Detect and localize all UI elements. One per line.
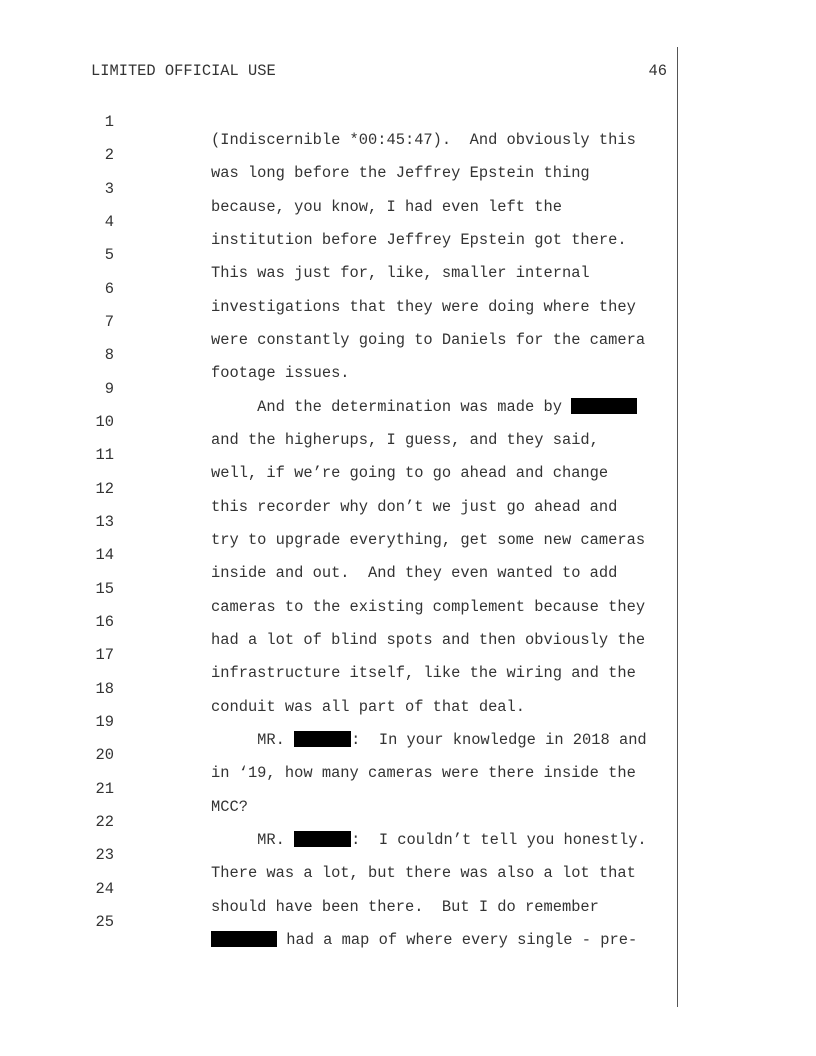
line-number: 11 (95, 446, 114, 464)
transcript-line-21 (0, 762, 700, 816)
transcript-line-10 (0, 395, 700, 449)
transcript-line-3 (0, 162, 700, 216)
transcript-line-20 (0, 728, 700, 782)
line-number: 7 (104, 313, 114, 331)
transcript-line-18 (0, 662, 700, 716)
line-text: footage issues. (211, 364, 350, 382)
line-text: inside and out. And they even wanted to add (211, 564, 618, 582)
line-text: infrastructure itself, like the wiring and the (211, 664, 636, 682)
text-before-redaction: MR. (211, 731, 295, 749)
line-text: MCC? (211, 798, 248, 816)
line-text: conduit was all part of that deal. (211, 698, 526, 716)
line-text: this recorder why don’t we just go ahead and (211, 498, 618, 516)
line-number: 10 (95, 413, 114, 431)
transcript-line-11 (0, 428, 700, 482)
line-number: 17 (95, 646, 114, 664)
transcript-line-15 (0, 562, 700, 616)
line-number: 13 (95, 513, 114, 531)
line-number: 8 (104, 346, 114, 364)
line-number: 4 (104, 213, 114, 231)
line-text: were constantly going to Daniels for the camera (211, 331, 646, 349)
line-number: 12 (95, 480, 114, 498)
line-number: 22 (95, 813, 114, 831)
line-number: 5 (104, 246, 114, 264)
line-text: institution before Jeffrey Epstein got there. (211, 231, 627, 249)
text-after-redaction: : I couldn’t tell you honestly. (351, 831, 647, 849)
line-text: investigations that they were doing where they (211, 298, 636, 316)
transcript-line-4 (0, 195, 700, 249)
line-text: should have been there. But I do remember (211, 898, 599, 916)
line-number: 1 (104, 113, 114, 131)
line-text: well, if we’re going to go ahead and change (211, 464, 609, 482)
transcript-line-1 (0, 95, 700, 149)
page-number: 46 (648, 62, 667, 80)
text-before-redaction: MR. (211, 831, 295, 849)
transcript-line-23 (0, 828, 700, 882)
line-number: 18 (95, 680, 114, 698)
line-text: because, you know, I had even left the (211, 198, 562, 216)
transcript-line-13 (0, 495, 700, 549)
line-text: try to upgrade everything, get some new cameras (211, 531, 646, 549)
line-number: 2 (104, 146, 114, 164)
transcript-line-8 (0, 328, 700, 382)
line-number: 23 (95, 846, 114, 864)
transcript-line-24 (0, 862, 700, 916)
transcript-line-17 (0, 628, 700, 682)
line-number: 14 (95, 546, 114, 564)
line-text: (Indiscernible *00:45:47). And obviously this (211, 131, 636, 149)
transcript-line-14 (0, 528, 700, 582)
transcript-line-25 (0, 895, 700, 949)
line-number: 19 (95, 713, 114, 731)
line-number: 25 (95, 913, 114, 931)
line-text: This was just for, like, smaller internal (211, 264, 590, 282)
transcript-line-22 (0, 795, 700, 849)
line-text: cameras to the existing complement because they (211, 598, 646, 616)
line-number: 6 (104, 280, 114, 298)
line-text: had a lot of blind spots and then obviously the (211, 631, 646, 649)
line-number: 9 (104, 380, 114, 398)
transcript-line-7 (0, 295, 700, 349)
text-after-redaction: : In your knowledge in 2018 and (351, 731, 647, 749)
line-text (211, 931, 637, 949)
transcript-line-9 (0, 362, 700, 416)
redaction-box (211, 931, 277, 947)
transcript-line-16 (0, 595, 700, 649)
transcript-line-2 (0, 128, 700, 182)
transcript-line-5 (0, 228, 700, 282)
line-number: 3 (104, 180, 114, 198)
page-header-classification: LIMITED OFFICIAL USE (91, 62, 276, 80)
line-number: 16 (95, 613, 114, 631)
transcript-line-19 (0, 695, 700, 749)
line-text: There was a lot, but there was also a lot that (211, 864, 636, 882)
transcript-line-12 (0, 462, 700, 516)
line-number: 24 (95, 880, 114, 898)
line-text: in ‘19, how many cameras were there inside the (211, 764, 636, 782)
line-number: 21 (95, 780, 114, 798)
line-number: 20 (95, 746, 114, 764)
text-after-redaction: had a map of where every single - pre- (277, 931, 638, 949)
text-before-redaction: And the determination was made by (211, 398, 572, 416)
line-number: 15 (95, 580, 114, 598)
line-text: and the higherups, I guess, and they said, (211, 431, 599, 449)
transcript-line-6 (0, 262, 700, 316)
line-text: was long before the Jeffrey Epstein thing (211, 164, 590, 182)
